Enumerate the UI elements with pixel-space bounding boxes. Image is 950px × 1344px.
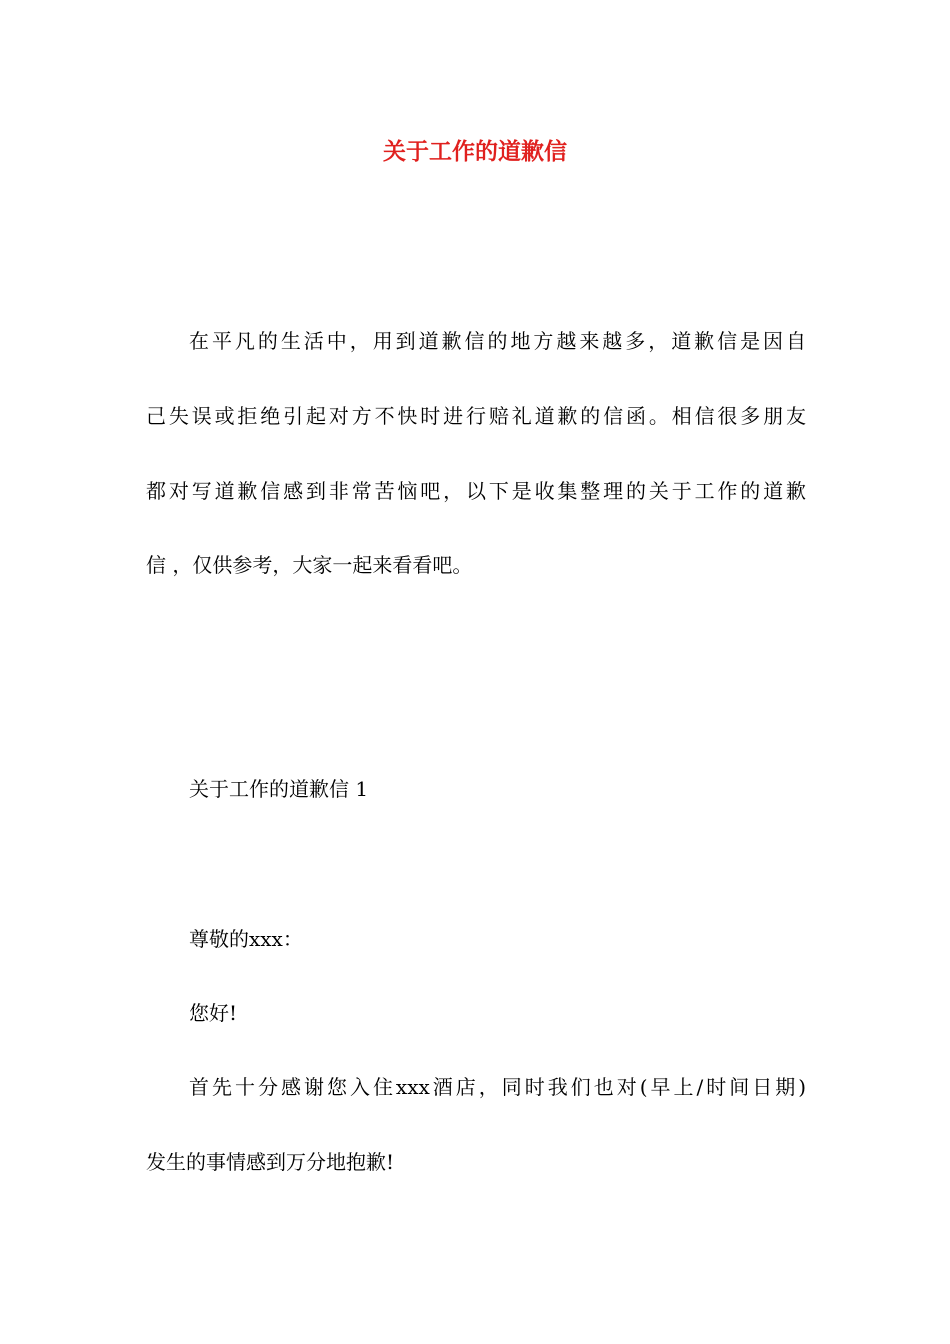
intro-line-3: 都对写道歉信感到非常苦恼吧，以下是收集整理的关于工作的道歉	[146, 479, 806, 503]
intro-line-4: 信 ，仅供参考，大家一起来看看吧。	[146, 553, 473, 577]
body-line-1: 首先十分感谢您入住xxx酒店，同时我们也对(早上/时间日期)	[189, 1075, 806, 1099]
section-heading: 关于工作的道歉信 1	[189, 777, 369, 801]
body-line-2: 发生的事情感到万分地抱歉!	[146, 1150, 395, 1174]
intro-line-1: 在平凡的生活中，用到道歉信的地方越来越多，道歉信是因自	[189, 329, 806, 353]
intro-line-2: 己失误或拒绝引起对方不快时进行赔礼道歉的信函。相信很多朋友	[146, 404, 806, 428]
document-title: 关于工作的道歉信	[383, 139, 567, 165]
greeting: 您好!	[189, 1001, 238, 1025]
salutation: 尊敬的xxx：	[189, 927, 303, 951]
